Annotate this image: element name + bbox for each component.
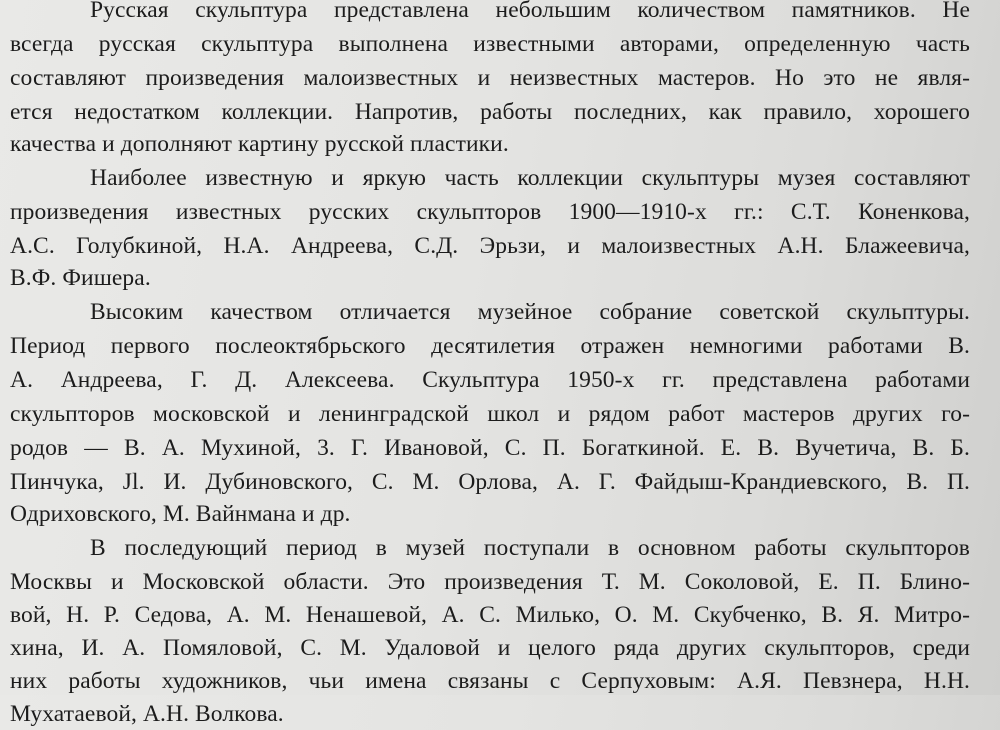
paragraph-4-line-4: хина, И. А. Помяловой, С. М. Удаловой и целого ряда других скульпторов, среди xyxy=(10,635,970,661)
paragraph-3-line-4: скульпторов московской и ленинградской школ и рядом работ мастеров других го- xyxy=(10,401,970,427)
paragraph-1-line-5: качества и дополняют картину русской пластики. xyxy=(10,131,509,157)
paragraph-3-line-1: Высоким качеством отличается музейное собрание советской скульптуры. xyxy=(90,299,970,325)
paragraph-4-line-5: них работы художников, чьи имена связаны с Серпуховым: А.Я. Певзнера, Н.Н. xyxy=(10,668,970,694)
paragraph-2-line-1: Наиболее известную и яркую часть коллекции скульптуры музея составляют xyxy=(90,165,970,191)
paragraph-2-line-2: произведения известных русских скульпторов 1900—1910-х гг.: С.Т. Коненкова, xyxy=(10,199,970,225)
paragraph-2-line-4: В.Ф. Фишера. xyxy=(10,265,151,291)
paragraph-1-line-1: Русская скульптура представлена небольшим количеством памятников. Не xyxy=(90,0,970,23)
paragraph-4-line-3: вой, Н. Р. Седова, А. М. Ненашевой, А. С. Милько, О. М. Скубченко, В. Я. Митро- xyxy=(10,602,970,628)
paragraph-4-line-6: Мухатаевой, А.Н. Волкова. xyxy=(10,701,284,727)
paragraph-3-line-7: Одриховского, М. Вайнмана и др. xyxy=(10,501,351,527)
paragraph-3-line-5: родов — В. А. Мухиной, 3. Г. Ивановой, С. П. Богаткиной. Е. В. Вучетича, В. Б. xyxy=(10,435,970,461)
paragraph-1-line-3: составляют произведения малоизвестных и неизвестных мастеров. Но это не явля- xyxy=(10,65,970,91)
paragraph-3-line-3: А. Андреева, Г. Д. Алексеева. Скульптура 1950-х гг. представлена работами xyxy=(10,367,970,393)
paragraph-4-line-2: Москвы и Московской области. Это произведения Т. М. Соколовой, Е. П. Блино- xyxy=(10,569,970,595)
paragraph-4-line-1: В последующий период в музей поступали в основном работы скульпторов xyxy=(90,535,970,561)
paragraph-1-line-2: всегда русская скульптура выполнена известными авторами, определенную часть xyxy=(10,31,970,57)
paragraph-3-line-2: Период первого послеоктябрьского десятилетия отражен немногими работами В. xyxy=(10,333,970,359)
paragraph-3-line-6: Пинчука, Jl. И. Дубиновского, С. М. Орлова, А. Г. Файдыш-Крандиевского, В. П. xyxy=(10,469,970,495)
paragraph-1-line-4: ется недостатком коллекции. Напротив, работы последних, как правило, хорошего xyxy=(10,99,970,125)
paragraph-2-line-3: А.С. Голубкиной, Н.А. Андреева, С.Д. Эрьзи, и малоизвестных А.Н. Блажеевича, xyxy=(10,233,970,259)
